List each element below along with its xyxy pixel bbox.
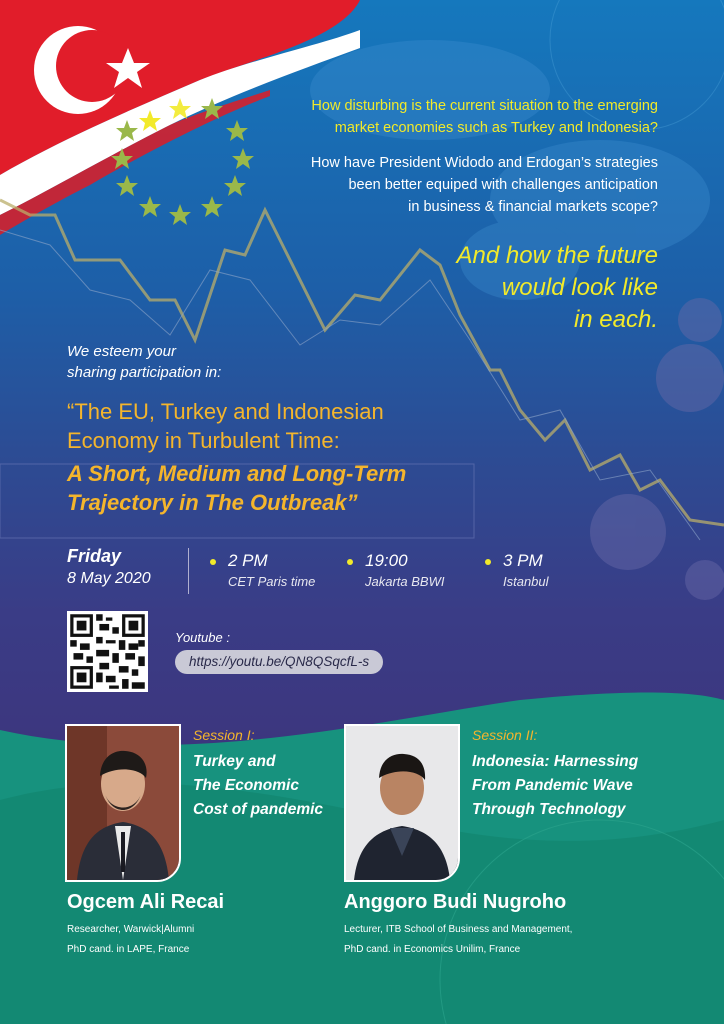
- event-title-line-1: “The EU, Turkey and Indonesian: [67, 399, 384, 424]
- session-2-title: [472, 750, 638, 822]
- event-title-line-4: Trajectory in The Outbreak”: [67, 490, 358, 515]
- future-line-3: in each.: [573, 306, 658, 333]
- question-1: [208, 95, 658, 139]
- invitation-line-1: We esteem your: [67, 343, 176, 360]
- time-paris: 2 PM: [228, 551, 268, 570]
- bullet-icon: [485, 559, 491, 565]
- youtube-label: Youtube :: [175, 630, 230, 645]
- youtube-link[interactable]: https://youtu.be/QN8QSqcfL-s: [175, 650, 383, 674]
- location-paris: CET Paris time: [228, 574, 316, 589]
- session-1-title-line-1: Turkey and: [193, 753, 276, 770]
- location-istanbul: Istanbul: [503, 574, 549, 589]
- qr-code-icon[interactable]: [67, 611, 148, 692]
- event-day: Friday: [67, 546, 122, 566]
- speaker-avatar-1: [67, 726, 179, 880]
- virus-graphic: [590, 298, 724, 600]
- speaker-2-role-line-1: Lecturer, ITB School of Business and Management,: [344, 924, 573, 935]
- speaker-1-role: [67, 920, 194, 960]
- schedule-divider: [188, 548, 189, 594]
- session-1-title-line-3: Cost of pandemic: [193, 801, 324, 818]
- session-1-title: [193, 750, 323, 822]
- speaker-1-name: Ogcem Ali Recai: [67, 891, 225, 913]
- future-line-2: would look like: [501, 274, 658, 301]
- location-jakarta: Jakarta BBWI: [365, 574, 445, 589]
- bullet-icon: [210, 559, 216, 565]
- speaker-2-name: Anggoro Budi Nugroho: [344, 891, 567, 913]
- session-2-title-line-3: Through Technology: [472, 801, 626, 818]
- question-1-line-2: market economies such as Turkey and Indonesia?: [334, 120, 658, 136]
- time-istanbul: 3 PM: [503, 551, 543, 570]
- session-2-label: Session II:: [472, 727, 538, 743]
- event-title-line-2: Economy in Turbulent Time:: [67, 428, 340, 453]
- question-1-line-1: How disturbing is the current situation to the emerging: [311, 98, 658, 114]
- future-question: [328, 240, 658, 336]
- session-1-title-line-2: The Economic: [193, 777, 299, 794]
- speaker-photo-2: [344, 724, 460, 882]
- session-2-title-line-2: From Pandemic Wave: [472, 777, 633, 794]
- question-2-line-2: been better equiped with challenges anticipation: [348, 177, 658, 193]
- question-2-line-3: in business & financial markets scope?: [408, 199, 658, 215]
- speaker-photo-1: [65, 724, 181, 882]
- event-title: [67, 397, 487, 517]
- speaker-2-role: [344, 920, 572, 960]
- speaker-1-role-line-1: Researcher, Warwick|Alumni: [67, 924, 195, 935]
- invitation-line-2: sharing participation in:: [67, 364, 222, 381]
- speaker-2-role-line-2: PhD cand. in Economics Unilim, France: [344, 944, 521, 955]
- time-jakarta: 19:00: [365, 551, 408, 570]
- speaker-avatar-2: [346, 726, 458, 880]
- session-2-title-line-1: Indonesia: Harnessing: [472, 753, 639, 770]
- bullet-icon: [347, 559, 353, 565]
- question-2-line-1: How have President Widodo and Erdogan’s strategies: [310, 155, 658, 171]
- event-date: 8 May 2020: [67, 570, 151, 587]
- speaker-1-role-line-2: PhD cand. in LAPE, France: [67, 944, 190, 955]
- invitation-text: [67, 341, 221, 383]
- session-1-label: Session I:: [193, 727, 255, 743]
- question-2: [208, 152, 658, 218]
- future-line-1: And how the future: [456, 242, 658, 269]
- event-title-line-3: A Short, Medium and Long-Term: [67, 461, 407, 486]
